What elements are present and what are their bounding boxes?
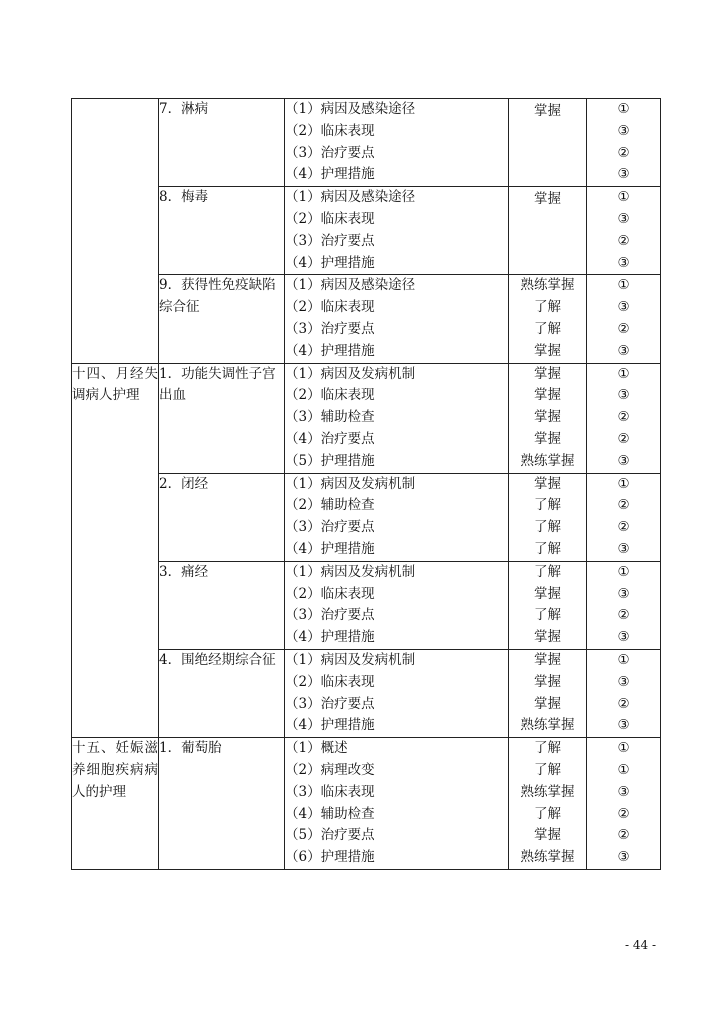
- ability-mark: ③: [617, 629, 630, 646]
- item-text: （4）护理措施: [285, 166, 375, 183]
- item-text: （3）治疗要点: [285, 607, 375, 624]
- level-text: 掌握: [534, 409, 561, 426]
- ability-cell: [587, 363, 661, 473]
- unit-cell: [72, 738, 159, 870]
- level-text: 熟练掌握: [520, 717, 575, 734]
- ability-mark: ①: [617, 651, 630, 668]
- table-row: [72, 187, 661, 275]
- item-text: （4）辅助检查: [285, 805, 375, 822]
- level-text: 了解: [534, 761, 561, 778]
- page-number: - 44 -: [624, 938, 656, 952]
- ability-cell: [587, 738, 661, 870]
- item-text: （2）临床表现: [285, 585, 375, 602]
- content-label: 9．获得性免疫缺陷综合征: [159, 277, 276, 316]
- level-text: 熟练掌握: [520, 277, 575, 294]
- item-text: （5）治疗要点: [285, 827, 375, 844]
- item-text: （4）护理措施: [285, 254, 375, 271]
- ability-mark: ③: [617, 783, 630, 800]
- content-label: 2．闭经: [159, 475, 209, 492]
- item-text: （3）治疗要点: [285, 144, 375, 161]
- ability-mark: ③: [617, 342, 630, 359]
- items-cell: [285, 649, 509, 737]
- level-text: 掌握: [534, 191, 561, 208]
- content-label: 3．痛经: [159, 563, 209, 580]
- table-row: [72, 275, 661, 363]
- ability-mark: ③: [617, 166, 630, 183]
- ability-mark: ②: [617, 519, 630, 536]
- ability-mark: ③: [617, 210, 630, 227]
- level-text: 掌握: [534, 673, 561, 690]
- ability-mark: ③: [617, 540, 630, 557]
- level-cell: [509, 473, 587, 561]
- items-cell: [285, 561, 509, 649]
- item-text: （3）临床表现: [285, 783, 375, 800]
- items-cell: [285, 99, 509, 187]
- item-text: （1）病因及感染途径: [285, 189, 416, 206]
- item-text: （6）护理措施: [285, 849, 375, 866]
- ability-cell: [587, 187, 661, 275]
- level-text: 了解: [534, 497, 561, 514]
- items-cell: [285, 187, 509, 275]
- item-text: （1）病因及发病机制: [285, 475, 416, 492]
- content-cell: [159, 561, 285, 649]
- item-text: （4）护理措施: [285, 717, 375, 734]
- level-text: 掌握: [534, 695, 561, 712]
- level-cell: [509, 275, 587, 363]
- ability-mark: ①: [617, 101, 630, 117]
- level-text: 了解: [534, 519, 561, 536]
- unit-label: 十五、妊娠滋养细胞疾病病人的护理: [72, 740, 158, 800]
- ability-mark: ①: [617, 761, 630, 778]
- ability-mark: ①: [617, 740, 630, 757]
- content-label: 8．梅毒: [159, 189, 209, 206]
- ability-mark: ②: [617, 607, 630, 624]
- level-text: 掌握: [534, 585, 561, 602]
- ability-mark: ③: [617, 452, 630, 469]
- ability-mark: ①: [617, 563, 630, 580]
- item-text: （1）病因及发病机制: [285, 365, 416, 382]
- item-text: （3）治疗要点: [285, 519, 375, 536]
- ability-mark: ②: [617, 409, 630, 426]
- ability-cell: [587, 473, 661, 561]
- table-row: [72, 473, 661, 561]
- item-text: （4）治疗要点: [285, 430, 375, 447]
- ability-mark: ③: [617, 122, 630, 139]
- level-cell: [509, 649, 587, 737]
- ability-mark: ①: [617, 189, 630, 206]
- level-text: 了解: [534, 563, 561, 580]
- ability-mark: ①: [617, 277, 630, 294]
- content-label: 1．葡萄胎: [159, 740, 222, 757]
- unit-cell: [72, 99, 159, 364]
- ability-cell: [587, 561, 661, 649]
- item-text: （1）病因及发病机制: [285, 563, 416, 580]
- ability-mark: ③: [617, 717, 630, 734]
- ability-mark: ③: [617, 673, 630, 690]
- level-text: 掌握: [534, 365, 561, 382]
- ability-mark: ①: [617, 365, 630, 382]
- ability-mark: ②: [617, 320, 630, 337]
- level-text: 掌握: [534, 430, 561, 447]
- content-label: 4．围绝经期综合征: [159, 651, 276, 668]
- items-cell: [285, 275, 509, 363]
- item-text: （2）临床表现: [285, 299, 375, 316]
- item-text: （2）辅助检查: [285, 497, 375, 514]
- level-text: 熟练掌握: [520, 452, 575, 469]
- items-cell: [285, 363, 509, 473]
- ability-mark: ③: [617, 387, 630, 404]
- ability-mark: ②: [617, 827, 630, 844]
- item-text: （3）治疗要点: [285, 320, 375, 337]
- ability-mark: ①: [617, 475, 630, 492]
- level-text: 了解: [534, 740, 561, 757]
- item-text: （2）临床表现: [285, 122, 375, 139]
- content-cell: [159, 473, 285, 561]
- content-cell: [159, 738, 285, 870]
- level-text: 掌握: [534, 651, 561, 668]
- ability-mark: ②: [617, 144, 630, 161]
- ability-mark: ③: [617, 849, 630, 866]
- item-text: （2）临床表现: [285, 673, 375, 690]
- content-cell: [159, 275, 285, 363]
- item-text: （4）护理措施: [285, 629, 375, 646]
- item-text: （1）概述: [285, 740, 348, 757]
- level-text: 掌握: [534, 103, 561, 119]
- ability-mark: ②: [617, 430, 630, 447]
- ability-mark: ②: [617, 497, 630, 514]
- item-text: （1）病因及发病机制: [285, 651, 416, 668]
- ability-mark: ②: [617, 805, 630, 822]
- content-cell: [159, 649, 285, 737]
- item-text: （1）病因及感染途径: [285, 101, 416, 117]
- unit-label: 十四、月经失调病人护理: [72, 365, 158, 404]
- item-text: （2）临床表现: [285, 387, 375, 404]
- item-text: （1）病因及感染途径: [285, 277, 416, 294]
- level-text: 熟练掌握: [520, 783, 575, 800]
- level-text: 掌握: [534, 342, 561, 359]
- ability-mark: ③: [617, 254, 630, 271]
- item-text: （2）病理改变: [285, 761, 375, 778]
- content-cell: [159, 363, 285, 473]
- item-text: （4）护理措施: [285, 540, 375, 557]
- table-row: [72, 99, 661, 187]
- level-text: 掌握: [534, 827, 561, 844]
- ability-mark: ②: [617, 695, 630, 712]
- item-text: （3）辅助检查: [285, 409, 375, 426]
- level-cell: [509, 187, 587, 275]
- ability-mark: ③: [617, 585, 630, 602]
- table-row: [72, 561, 661, 649]
- ability-cell: [587, 275, 661, 363]
- level-text: 掌握: [534, 475, 561, 492]
- level-text: 了解: [534, 607, 561, 624]
- level-text: 了解: [534, 805, 561, 822]
- level-text: 掌握: [534, 629, 561, 646]
- item-text: （4）护理措施: [285, 342, 375, 359]
- ability-cell: [587, 649, 661, 737]
- content-label: 7．淋病: [159, 101, 209, 117]
- level-text: 熟练掌握: [520, 849, 575, 866]
- content-cell: [159, 99, 285, 187]
- table-row: [72, 738, 661, 870]
- items-cell: [285, 473, 509, 561]
- syllabus-table: [71, 98, 661, 870]
- ability-mark: ②: [617, 232, 630, 249]
- item-text: （5）护理措施: [285, 452, 375, 469]
- level-text: 了解: [534, 299, 561, 316]
- items-cell: [285, 738, 509, 870]
- level-text: 了解: [534, 540, 561, 557]
- item-text: （2）临床表现: [285, 210, 375, 227]
- level-cell: [509, 99, 587, 187]
- level-cell: [509, 561, 587, 649]
- level-cell: [509, 738, 587, 870]
- level-cell: [509, 363, 587, 473]
- table-body: [72, 99, 661, 870]
- level-text: 掌握: [534, 387, 561, 404]
- content-label: 1．功能失调性子宫出血: [159, 365, 276, 404]
- level-text: 了解: [534, 320, 561, 337]
- item-text: （3）治疗要点: [285, 232, 375, 249]
- ability-mark: ③: [617, 299, 630, 316]
- item-text: （3）治疗要点: [285, 695, 375, 712]
- ability-cell: [587, 99, 661, 187]
- unit-cell: [72, 363, 159, 738]
- table-row: [72, 363, 661, 473]
- table-row: [72, 649, 661, 737]
- content-cell: [159, 187, 285, 275]
